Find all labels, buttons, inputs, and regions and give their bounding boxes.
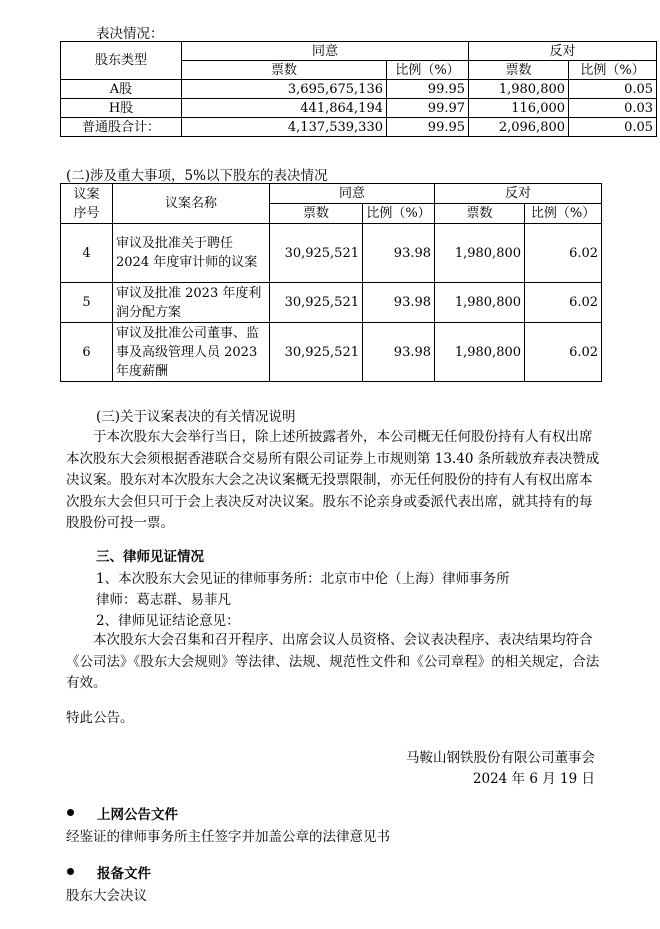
lawyer-conclusion-label: 2、律师见证结论意见： — [96, 613, 240, 629]
lawyer-names-line: 律师：葛志群、易菲凡 — [96, 592, 231, 608]
cell-oppose-ratio: 0.03 — [569, 99, 657, 118]
cell-oppose-votes: 1,980,800 — [435, 283, 525, 323]
lawyer-firm-line: 1、本次股东大会见证的律师事务所：北京市中伦（上海）律师事务所 — [96, 571, 510, 587]
table-row — [61, 283, 602, 323]
table-row — [61, 118, 657, 137]
cell-agree-ratio: 93.98 — [363, 224, 435, 283]
cell-type: A股 — [61, 80, 182, 99]
cell-agree-votes: 4,137,539,330 — [182, 118, 387, 137]
bullet-icon — [67, 809, 74, 816]
cell-agree-ratio: 99.95 — [387, 80, 469, 99]
header-proposal-name: 议案名称 — [113, 184, 270, 224]
cell-type: H股 — [61, 99, 182, 118]
cell-oppose-votes: 2,096,800 — [469, 118, 569, 137]
header-agree-ratio: 比例（%） — [387, 61, 469, 80]
cell-agree-votes: 30,925,521 — [270, 283, 363, 323]
filing-files-title: 报备文件 — [97, 866, 151, 882]
header-oppose-votes: 票数 — [469, 61, 569, 80]
voting-label: 表决情况： — [96, 26, 164, 42]
cell-oppose-ratio: 0.05 — [569, 80, 657, 99]
cell-agree-ratio: 99.95 — [387, 118, 469, 137]
header-oppose-votes: 票数 — [435, 204, 525, 224]
cell-oppose-ratio: 0.05 — [569, 118, 657, 137]
table-row — [61, 323, 602, 382]
header-oppose: 反对 — [435, 184, 602, 204]
table-row — [61, 224, 602, 283]
section-title: (二)涉及重大事项，5%以下股东的表决情况 — [66, 168, 328, 184]
cell-agree-votes: 441,864,194 — [182, 99, 387, 118]
header-oppose: 反对 — [469, 42, 657, 61]
header-agree: 同意 — [270, 184, 435, 204]
cell-agree-votes: 30,925,521 — [270, 323, 363, 382]
online-files-body: 经鉴证的律师事务所主任签字并加盖公章的法律意见书 — [66, 829, 390, 845]
cell-agree-votes: 30,925,521 — [270, 224, 363, 283]
cell-proposal-no: 4 — [61, 224, 113, 283]
lawyer-conclusion-body: 本次股东大会召集和召开程序、出席会议人员资格、会议表决程序、表决结果均符合《公司法》《股东大会规则》等法律、法规、规范性文件和《公司章程》的相关规定，合法有效。 — [66, 632, 600, 691]
cell-agree-ratio: 93.98 — [363, 323, 435, 382]
cell-oppose-votes: 116,000 — [469, 99, 569, 118]
header-proposal-no: 议案 序号 — [61, 184, 113, 224]
header-agree-votes: 票数 — [270, 204, 363, 224]
cell-oppose-votes: 1,980,800 — [435, 224, 525, 283]
lawyer-section-title: 三、律师见证情况 — [96, 549, 204, 565]
cell-agree-ratio: 93.98 — [363, 283, 435, 323]
signature-date: 2024 年 6 月 19 日 — [472, 771, 595, 787]
header-oppose-ratio: 比例（%） — [569, 61, 657, 80]
table-row — [61, 99, 657, 118]
major-matters-table — [60, 183, 602, 382]
section-title: (三)关于议案表决的有关情况说明 — [96, 409, 296, 425]
cell-oppose-ratio: 6.02 — [525, 323, 602, 382]
bullet-icon — [67, 868, 74, 875]
header-shareholder-type: 股东类型 — [61, 42, 182, 80]
cell-oppose-ratio: 6.02 — [525, 283, 602, 323]
section-body: 于本次股东大会举行当日，除上述所披露者外，本公司概无任何股份持有人有权出席本次股东大会须根据香港联合交易所有限公司证券上市规则第 13.40 条所载放弃表决赞成决议案。股东对本次股东大会之决议案概无投票限制，亦无任何股份的持有人有权出席本次股东大会但只可于会上表决反对决议案。股东不论亲身或委派代表出席，就其持有的每股股份可投一票。 — [66, 429, 600, 531]
cell-proposal-name: 审议及批准 2023 年度利润分配方案 — [113, 283, 270, 323]
shareholder-type-table — [60, 41, 657, 137]
cell-oppose-votes: 1,980,800 — [469, 80, 569, 99]
cell-agree-ratio: 99.97 — [387, 99, 469, 118]
header-oppose-ratio: 比例（%） — [525, 204, 602, 224]
announcement-text: 特此公告。 — [66, 710, 134, 726]
cell-oppose-ratio: 6.02 — [525, 224, 602, 283]
cell-proposal-name: 审议及批准关于聘任2024 年度审计师的议案 — [113, 224, 270, 283]
cell-proposal-name: 审议及批准公司董事、监事及高级管理人员 2023 年度薪酬 — [113, 323, 270, 382]
table-row — [61, 80, 657, 99]
cell-oppose-votes: 1,980,800 — [435, 323, 525, 382]
online-files-title: 上网公告文件 — [97, 807, 178, 823]
header-agree: 同意 — [182, 42, 469, 61]
cell-proposal-no: 6 — [61, 323, 113, 382]
filing-files-body: 股东大会决议 — [66, 888, 147, 904]
cell-type: 普通股合计： — [61, 118, 182, 137]
header-agree-ratio: 比例（%） — [363, 204, 435, 224]
cell-proposal-no: 5 — [61, 283, 113, 323]
signature-company: 马鞍山钢铁股份有限公司董事会 — [406, 750, 595, 766]
header-agree-votes: 票数 — [182, 61, 387, 80]
cell-agree-votes: 3,695,675,136 — [182, 80, 387, 99]
